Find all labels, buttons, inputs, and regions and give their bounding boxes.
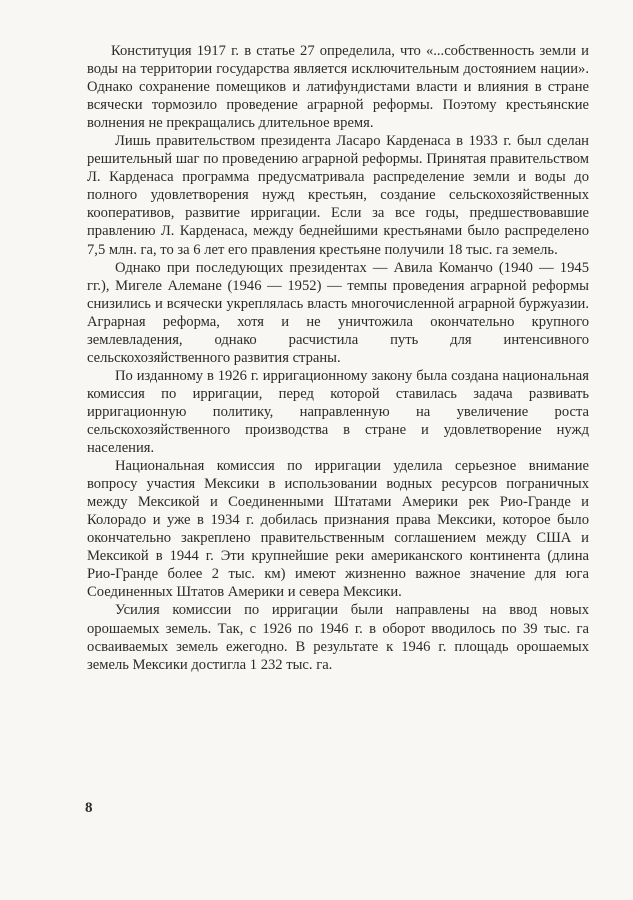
paragraph-border-rivers: Национальная комиссия по ирригации уделила серьезное внимание вопросу участия Мексики в использовании водных ресурсов пограничных между Мексикой и Соединенными Штатами Америки рек Рио-Гранде и Колорадо и уже в 1934 г. добилась признания права Мексики, которое было окончательно закреплено правительственным соглашением между США и Мексикой в 1944 г. Эти крупнейшие реки американского континента (длина Рио-Гранде более 2 тыс. км) имеют жизненно важное значение для юга Соединенных Штатов Америки и севера Мексики.: [87, 458, 589, 601]
body-text: [87, 42, 589, 674]
paragraph-irrigated-lands: Усилия комиссии по ирригации были направлены на ввод новых орошаемых земель. Так, с 1926 по 1946 г. в оборот вводилось по 39 тыс. га осваиваемых земель ежегодно. В результате к 1946 г. площадь орошаемых земель Мексики достигла 1 232 тыс. га.: [87, 602, 589, 673]
paragraph-constitution-1917: Конституция 1917 г. в статье 27 определила, что «...собственность земли и воды на территории государства является исключительным достоянием нации». Однако сохранение помещиков и латифундистами власти и влияния в стране всячески тормозило проведение аграрной реформы. Поэтому крестьянские волнения не прекращались длительное время.: [87, 43, 589, 132]
page-number: 8: [85, 800, 93, 816]
paragraph-irrigation-law-1926: По изданному в 1926 г. ирригационному закону была создана национальная комиссия по ирригации, перед которой ставилась задача развивать ирригационную политику, направленную на увеличение роста сельскохозяйственного производства в стране и удовлетворение нужд населения.: [87, 367, 589, 457]
paragraph-later-presidents: Однако при последующих президентах — Авила Команчо (1940 — 1945 гг.), Мигеле Алемане (1946 — 1952) — темпы проведения аграрной реформы снизились и всячески укреплялась власть многочисленной аграрной буржуазии. Аграрная реформа, хотя и не уничтожила окончательно крупного землевладения, однако расчистила путь для интенсивного сельскохозяйственного развития страны.: [87, 259, 589, 366]
paragraph-cardenas-reform: Лишь правительством президента Ласаро Карденаса в 1933 г. был сделан решительный шаг по проведению аграрной реформы. Принятая правительством Л. Карденаса программа предусматривала распределение земли и воды до полного удовлетворения нужд крестьян, создание сельскохозяйственных кооперативов, развитие ирригации. Если за все годы, предшествовавшие правлению Л. Карденаса, между беднейшими крестьянами было распределено 7,5 млн. га, то за 6 лет его правления крестьяне получили 18 тыс. га земель.: [87, 133, 589, 258]
